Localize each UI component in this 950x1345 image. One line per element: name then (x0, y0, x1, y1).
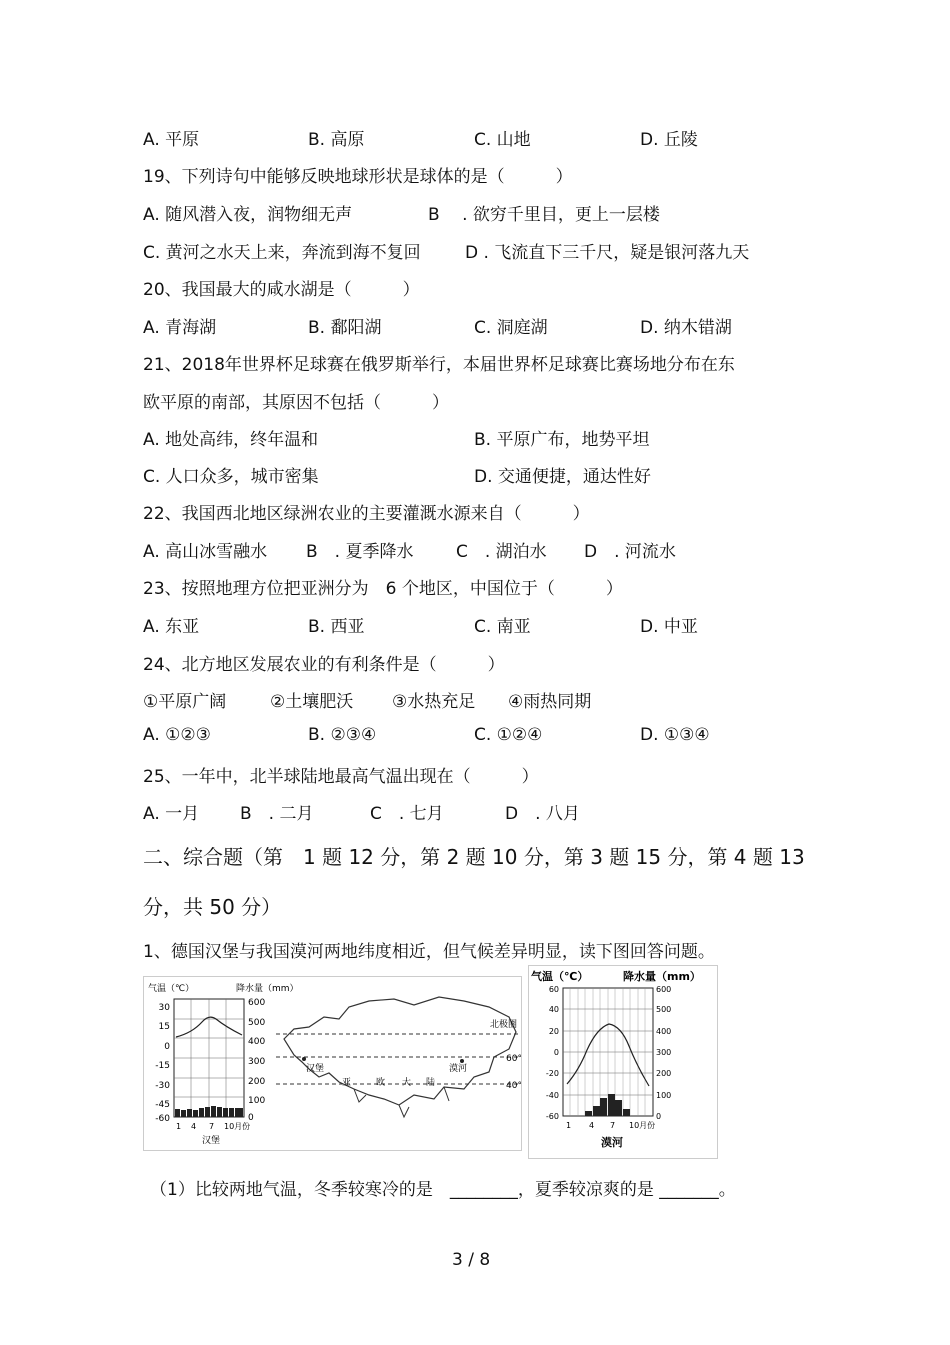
q23-stem: 23、按照地理方位把亚洲分为 6 个地区，中国位于（ ） (143, 579, 623, 599)
q22-stem: 22、我国西北地区绿洲农业的主要灌溉水源来自（ ） (143, 504, 590, 524)
map-label-da: 大 (402, 1078, 412, 1088)
q24-item-2: ②土壤肥沃 (270, 692, 354, 712)
section2-heading-line2: 分，共 50 分） (143, 895, 282, 919)
q24-option-a: A. ①②③ (143, 725, 211, 745)
mohe-precip-tick: 500 (656, 1005, 672, 1014)
mohe-precip-label: 降水量（mm） (623, 970, 701, 983)
mohe-precip-tick: 400 (656, 1027, 672, 1036)
hamburg-precip-tick: 200 (248, 1077, 266, 1087)
hamburg-month-tick: 1 (176, 1122, 182, 1131)
mohe-temp-tick: -20 (545, 1069, 559, 1078)
mohe-temp-tick: 40 (548, 1005, 559, 1014)
mohe-precip-tick: 200 (656, 1069, 672, 1078)
hamburg-month-ticks (176, 1121, 250, 1131)
mohe-precip-tick: 100 (656, 1091, 672, 1100)
hamburg-month-tick: 7 (209, 1122, 215, 1131)
hamburg-temp-tick: -45 (155, 1100, 170, 1110)
s2q1-sub1: （1）比较两地气温，冬季较寒冷的是 ________，夏季较凉爽的是 _______。 (150, 1180, 736, 1200)
section2-heading-line1: 二、综合题（第 1 题 12 分，第 2 题 10 分，第 3 题 15 分，第 4 题 13 (143, 845, 805, 869)
q18-option-a: A. 平原 (143, 130, 200, 150)
q23-option-b: B. 西亚 (308, 617, 365, 637)
mohe-month-tick: 10月份 (629, 1121, 656, 1130)
s2q1-stem: 1、德国汉堡与我国漠河两地纬度相近，但气候差异明显，读下图回答问题。 (143, 942, 715, 962)
mohe-temp-label: 气温（℃） (531, 970, 589, 983)
mohe-temp-tick: 0 (553, 1048, 559, 1057)
hamburg-precip-ticks (248, 998, 265, 1123)
q24-option-b: B. ②③④ (308, 725, 377, 745)
map-label-ou: 欧 (376, 1078, 386, 1088)
page-number: 3 / 8 (452, 1250, 491, 1270)
map-label-ya: 亚 (342, 1078, 352, 1088)
q24-option-d: D. ①③④ (640, 725, 710, 745)
hamburg-month-tick: 4 (191, 1122, 197, 1131)
mohe-chart-figure (528, 965, 718, 1159)
hamburg-precip-tick: 500 (248, 1018, 266, 1028)
mohe-precip-tick: 0 (656, 1112, 662, 1121)
hamburg-map-figure (143, 976, 522, 1151)
q18-option-b: B. 高原 (308, 130, 365, 150)
q22-option-a: A. 高山冰雪融水 (143, 542, 268, 562)
q25-option-d: D . 八月 (505, 804, 580, 824)
q22-option-b: B . 夏季降水 (306, 542, 414, 562)
mohe-temp-tick: -60 (545, 1112, 559, 1121)
mohe-temp-ticks (546, 985, 559, 1121)
mohe-temp-tick: 60 (548, 985, 559, 994)
map-label-hamburg: 汉堡 (306, 1064, 325, 1074)
mohe-name: 漠河 (601, 1136, 623, 1149)
q20-option-a: A. 青海湖 (143, 318, 217, 338)
map-label-mohe: 漠河 (449, 1064, 468, 1074)
hamburg-temp-tick: 30 (158, 1003, 170, 1013)
q19-stem: 19、下列诗句中能够反映地球形状是球体的是（ ） (143, 167, 573, 187)
mohe-month-tick: 7 (610, 1121, 616, 1130)
q18-option-c: C. 山地 (474, 130, 531, 150)
q21-option-c: C. 人口众多，城市密集 (143, 467, 319, 487)
q24-item-3: ③水热充足 (392, 692, 476, 712)
hamburg-temp-tick: -60 (155, 1114, 170, 1124)
mohe-month-tick: 1 (566, 1121, 572, 1130)
q25-option-a: A. 一月 (143, 804, 200, 824)
mohe-month-tick: 4 (589, 1121, 595, 1130)
hamburg-month-tick: 10月份 (224, 1122, 251, 1131)
map-label-arctic-circle: 北极圈 (490, 1020, 518, 1030)
q24-item-4: ④雨热同期 (508, 692, 592, 712)
hamburg-temp-tick: -15 (155, 1061, 170, 1071)
q21-option-b: B. 平原广布，地势平坦 (474, 430, 650, 450)
hamburg-precip-tick: 600 (248, 998, 266, 1008)
mohe-month-ticks (566, 1120, 655, 1130)
q20-option-d: D. 纳木错湖 (640, 318, 732, 338)
mohe-temp-tick: -40 (545, 1091, 559, 1100)
q18-option-d: D. 丘陵 (640, 130, 698, 150)
hamburg-precip-tick: 0 (248, 1113, 254, 1123)
q24-stem: 24、北方地区发展农业的有利条件是（ ） (143, 655, 505, 675)
hamburg-temp-label: 气温（℃） (148, 984, 195, 994)
hamburg-precip-tick: 400 (248, 1037, 266, 1047)
q25-stem: 25、一年中，北半球陆地最高气温出现在（ ） (143, 767, 539, 787)
q23-option-a: A. 东亚 (143, 617, 200, 637)
q23-option-c: C. 南亚 (474, 617, 531, 637)
hamburg-precip-tick: 100 (248, 1096, 266, 1106)
q21-option-d: D. 交通便捷，通达性好 (474, 467, 651, 487)
mohe-precip-bars (585, 1094, 630, 1116)
mohe-precip-tick: 300 (656, 1048, 672, 1057)
hamburg-name: 汉堡 (202, 1136, 221, 1146)
hamburg-temp-tick: 0 (164, 1042, 170, 1052)
hamburg-temp-tick: 15 (158, 1022, 170, 1032)
q19-option-c: C. 黄河之水天上来，奔流到海不复回 (143, 243, 421, 263)
q24-option-c: C. ①②④ (474, 725, 543, 745)
mohe-precip-ticks (656, 985, 671, 1121)
map-label-40: 40° (506, 1081, 521, 1091)
q25-option-c: C . 七月 (370, 804, 444, 824)
q22-option-d: D . 河流水 (584, 542, 676, 562)
hamburg-map-svg (144, 977, 521, 1150)
q19-option-a: A. 随风潜入夜，润物细无声 (143, 205, 353, 225)
hamburg-precip-bars (175, 1106, 243, 1117)
map-labels (306, 1018, 521, 1091)
hamburg-precip-tick: 300 (248, 1057, 266, 1067)
q19-option-b: B . 欲穷千里目，更上一层楼 (428, 205, 660, 225)
q21-stem-line1: 21、2018年世界杯足球赛在俄罗斯举行，本届世界杯足球赛比赛场地分布在东 (143, 355, 735, 375)
hamburg-precip-label: 降水量（mm） (236, 984, 299, 994)
q19-option-d: D . 飞流直下三千尺，疑是银河落九天 (465, 243, 750, 263)
q20-option-b: B. 鄱阳湖 (308, 318, 382, 338)
q22-option-c: C . 湖泊水 (456, 542, 547, 562)
hamburg-temp-tick: -30 (155, 1081, 170, 1091)
map-label-lu: 陆 (426, 1078, 436, 1088)
hamburg-temp-ticks (155, 1003, 170, 1124)
mohe-temp-tick: 20 (548, 1027, 559, 1036)
mohe-precip-tick: 600 (656, 985, 672, 994)
eurasia-peninsulas (354, 1087, 449, 1117)
q20-option-c: C. 洞庭湖 (474, 318, 548, 338)
q21-stem-line2: 欧平原的南部，其原因不包括（ ） (143, 393, 449, 413)
q23-option-d: D. 中亚 (640, 617, 698, 637)
mohe-dot (460, 1059, 464, 1063)
map-label-60: 60° (506, 1054, 521, 1064)
q20-stem: 20、我国最大的咸水湖是（ ） (143, 280, 420, 300)
q24-item-1: ①平原广阔 (143, 692, 227, 712)
q25-option-b: B . 二月 (240, 804, 314, 824)
mohe-chart-svg (529, 966, 717, 1158)
hamburg-dot (302, 1057, 306, 1061)
eurasia-outline (284, 997, 516, 1105)
q21-option-a: A. 地处高纬，终年温和 (143, 430, 319, 450)
